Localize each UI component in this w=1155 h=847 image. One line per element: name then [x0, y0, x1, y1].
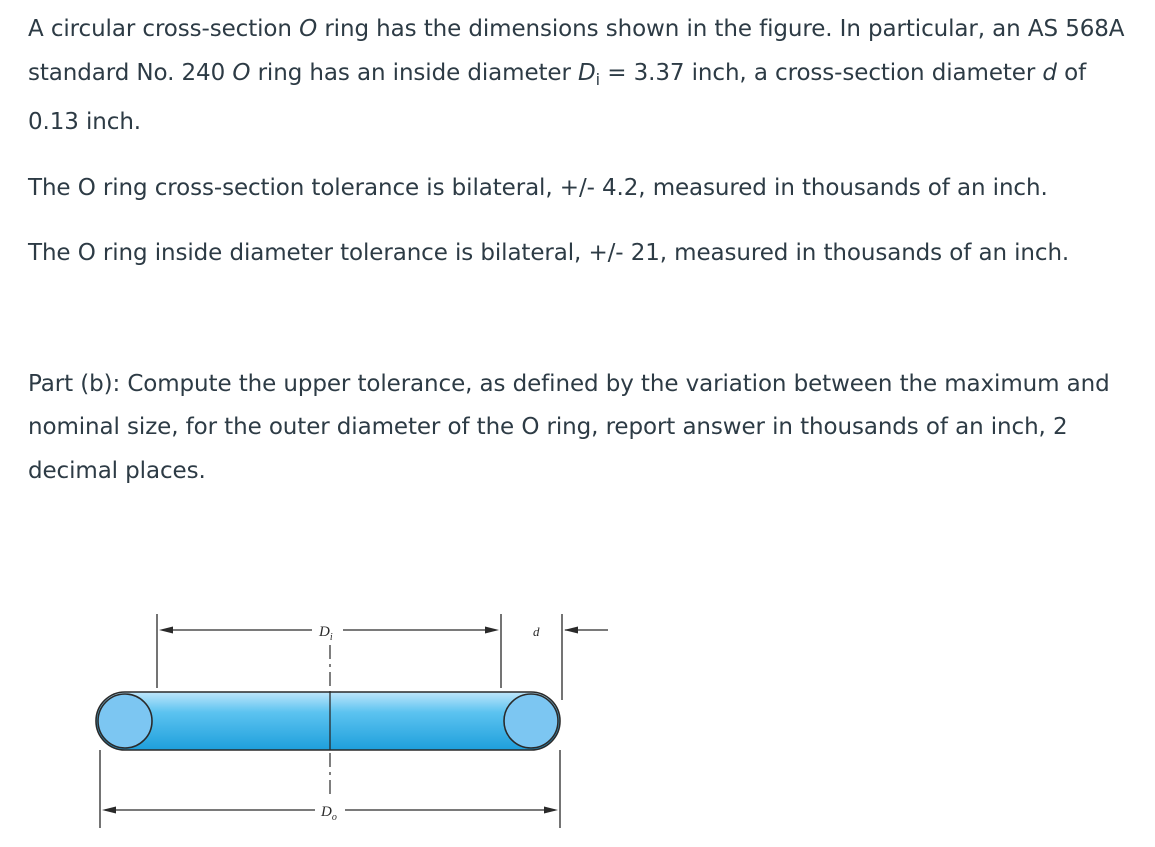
o-ring-figure: [95, 600, 615, 835]
do-label: $D_o$: [321, 804, 337, 823]
o-ring-diagram: [95, 600, 615, 835]
di-arrow-left-icon: [159, 627, 173, 634]
ring-body: [96, 692, 560, 750]
paragraph-part-b-question: Part (b): Compute the upper tolerance, as defined by the variation between the maximum and nominal size, for the outer diameter of the O ring, report answer in thousands of an inch, 2 decimal places.: [28, 370, 1110, 484]
d-label: d: [533, 624, 540, 639]
paragraph-inside-diameter-tolerance: The O ring inside diameter tolerance is bilateral, +/- 21, measured in thousands of an inch.: [28, 240, 1070, 266]
d-arrow-icon: [564, 627, 578, 634]
inside-diameter-subscript: i: [595, 69, 601, 89]
di-dimension: [157, 614, 501, 688]
paragraph-cross-section-tolerance: The O ring cross-section tolerance is bilateral, +/- 4.2, measured in thousands of an inch.: [28, 174, 1048, 201]
o-ring-shape: [96, 692, 560, 750]
paragraph-dimensions: [28, 8, 1138, 145]
text-segment: ring has the dimensions shown in the figure. In particular, an AS 568A standard No. 240: [28, 16, 1125, 86]
text-segment: = 3.37 inch, a cross-section diameter: [600, 59, 1043, 86]
cross-section-symbol: d: [1042, 59, 1057, 86]
do-arrow-right-icon: [544, 807, 558, 814]
text-segment: of 0.13 inch.: [28, 59, 1087, 135]
di-label: $D_i$: [319, 624, 333, 643]
text-segment: ring has an inside diameter: [250, 59, 579, 86]
o-italic: O: [232, 59, 251, 86]
d-dimension: [533, 614, 608, 700]
text-segment: A circular cross-section: [28, 16, 300, 42]
o-italic: O: [299, 16, 318, 42]
di-arrow-right-icon: [485, 627, 499, 634]
right-cross-section: [504, 694, 558, 748]
do-arrow-left-icon: [102, 807, 116, 814]
inside-diameter-symbol: D: [578, 59, 596, 86]
problem-statement: [28, 8, 1138, 493]
left-cross-section: [98, 694, 152, 748]
